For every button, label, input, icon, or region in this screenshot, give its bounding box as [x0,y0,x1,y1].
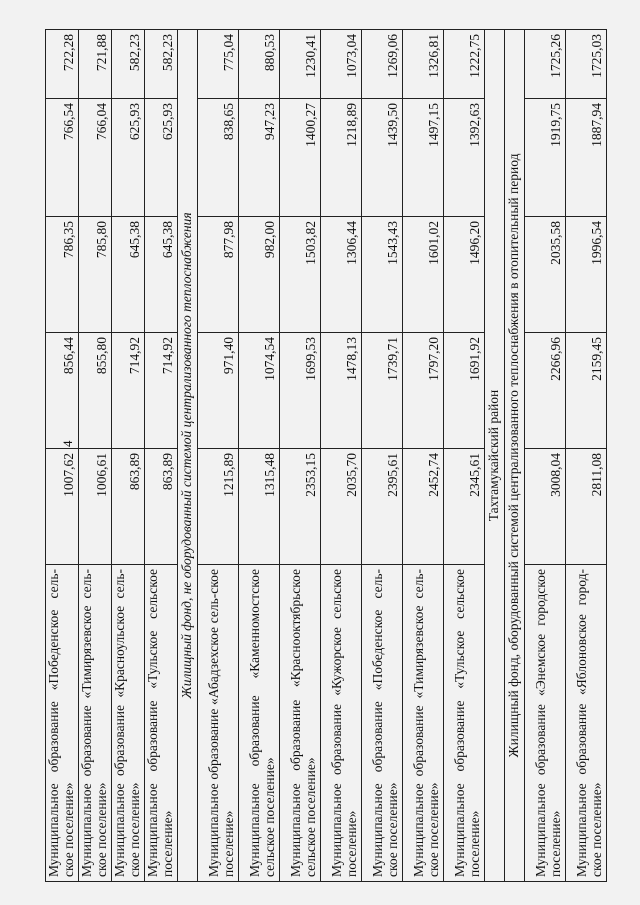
value-cell: 2035,70 [320,449,361,565]
table-row [145,30,178,882]
value-cell: 2452,74 [402,449,443,565]
table-row [565,30,606,882]
value-cell: 947,23 [238,99,279,217]
value-cell: 714,92 [112,333,145,449]
value-cell: 1326,81 [402,30,443,99]
value-cell: 722,28 [46,30,79,99]
tariff-table [45,29,607,882]
value-cell: 1230,41 [279,30,320,99]
value-cell: 721,88 [79,30,112,99]
value-cell: 1691,92 [443,333,484,449]
municipality-name: Муниципальное образование «Краснооктябрьское сельское поселение» [279,565,320,882]
section-header-row [178,30,198,882]
value-cell: 1215,89 [197,449,238,565]
value-cell: 863,89 [112,449,145,565]
value-cell: 582,23 [145,30,178,99]
value-cell: 1725,03 [565,30,606,99]
value-cell: 766,04 [79,99,112,217]
table-row [320,30,361,882]
value-cell: 1996,54 [565,217,606,333]
table-row [112,30,145,882]
value-cell: 1006,61 [79,449,112,565]
value-cell: 1725,26 [524,30,565,99]
value-cell: 582,23 [112,30,145,99]
value-cell: 1887,94 [565,99,606,217]
value-cell: 1315,48 [238,449,279,565]
value-cell: 2811,08 [565,449,606,565]
value-cell: 855,80 [79,333,112,449]
value-cell: 1497,15 [402,99,443,217]
section-header: Жилищный фонд, не оборудованный системой централизованного теплоснабжения [178,30,198,882]
value-cell: 1074,54 [238,333,279,449]
value-cell: 1739,71 [361,333,402,449]
value-cell: 1496,20 [443,217,484,333]
municipality-name: Муниципальное образование «Энемское городское поселение» [524,565,565,882]
table-row [402,30,443,882]
value-cell: 2159,45 [565,333,606,449]
value-cell: 1218,89 [320,99,361,217]
value-cell: 786,35 [46,217,79,333]
page-number: 4 [60,440,75,447]
table-row [79,30,112,882]
value-cell: 625,93 [112,99,145,217]
value-cell: 785,80 [79,217,112,333]
value-cell: 714,92 [145,333,178,449]
value-cell: 856,44 [46,333,79,449]
table-row [524,30,565,882]
municipality-name: Муниципальное образование «Кужорское сельское поселение» [320,565,361,882]
value-cell: 971,40 [197,333,238,449]
value-cell: 877,98 [197,217,238,333]
municipality-name: Муниципальное образование «Победенское сель-ское поселение» [46,565,79,882]
value-cell: 1543,43 [361,217,402,333]
value-cell: 1919,75 [524,99,565,217]
table-row [279,30,320,882]
municipality-name: Муниципальное образование «Красноульское сель-ское поселение» [112,565,145,882]
value-cell: 645,38 [112,217,145,333]
value-cell: 982,00 [238,217,279,333]
table-row [197,30,238,882]
value-cell: 863,89 [145,449,178,565]
municipality-name: Муниципальное образование «Абадзехское сель-ское поселение» [197,565,238,882]
value-cell: 1797,20 [402,333,443,449]
value-cell: 1503,82 [279,217,320,333]
value-cell: 2035,58 [524,217,565,333]
section-header: Жилищный фонд, оборудованный системой централизованного теплоснабжения в отопительный период [504,30,524,882]
municipality-name: Муниципальное образование «Тульское сельское поселение» [443,565,484,882]
municipality-name: Муниципальное образование «Тимирязевское сель-ское поселение» [79,565,112,882]
table-row [46,30,79,882]
value-cell: 1222,75 [443,30,484,99]
section-header-row [504,30,524,882]
value-cell: 838,65 [197,99,238,217]
municipality-name: Муниципальное образование «Победенское сель-ское поселение» [361,565,402,882]
municipality-name: Муниципальное образование «Тимирязевское сель-ское поселение» [402,565,443,882]
value-cell: 2353,15 [279,449,320,565]
value-cell: 880,53 [238,30,279,99]
value-cell: 1439,50 [361,99,402,217]
municipality-name: Муниципальное образование «Каменномостское сельское поселение» [238,565,279,882]
value-cell: 1699,53 [279,333,320,449]
rotated-table-container [45,30,604,882]
value-cell: 1392,63 [443,99,484,217]
table-row [238,30,279,882]
value-cell: 2266,96 [524,333,565,449]
value-cell: 1269,06 [361,30,402,99]
value-cell: 3008,04 [524,449,565,565]
municipality-name: Муниципальное образование «Тульское сельское поселение» [145,565,178,882]
municipality-name: Муниципальное образование «Яблоновское город-ское поселение» [565,565,606,882]
table-row [443,30,484,882]
value-cell: 766,54 [46,99,79,217]
value-cell: 2395,61 [361,449,402,565]
value-cell: 1478,13 [320,333,361,449]
value-cell: 645,38 [145,217,178,333]
table-row [361,30,402,882]
value-cell: 1400,27 [279,99,320,217]
value-cell: 1007,62 [46,449,79,565]
value-cell: 1601,02 [402,217,443,333]
section-header-row [484,30,504,882]
value-cell: 775,04 [197,30,238,99]
value-cell: 1073,04 [320,30,361,99]
value-cell: 2345,61 [443,449,484,565]
table-body [46,30,607,882]
section-header: Тахтамукайский район [484,30,504,882]
value-cell: 625,93 [145,99,178,217]
value-cell: 1306,44 [320,217,361,333]
